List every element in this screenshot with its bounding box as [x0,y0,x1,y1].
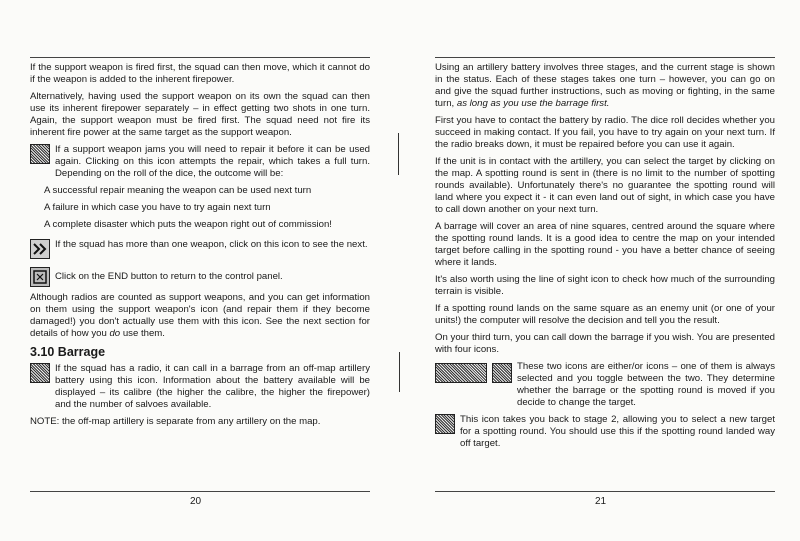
emphasis-text: as long as you use the barrage first. [456,98,610,109]
margin-mark [398,133,399,175]
paragraph [435,62,775,110]
end-description: Click on the END button to return to the control panel. [55,271,283,282]
repair-icon [30,144,50,164]
emphasis-text: do [109,328,121,339]
top-rule [30,57,370,58]
paragraph: If the unit is in contact with the artillery, you can select the target by clicking on the map. A spotting round is sent in (there is no limit to the number of spotting rounds available). Unfortunately there's no guarantee the spotting round will land where you expect it - it can even land out of sight, in which case you have to call down another on your next turn. [435,156,775,215]
bottom-rule [435,491,775,492]
outcome-item: A failure in which case you have to try again next turn [44,202,271,213]
either-or-description: These two icons are either/or icons – one of them is always selected and you toggle between the two. They determine whether the barrage or the spotting round is moved if you decide to change the target. [517,361,775,408]
repair-description: If a support weapon jams you will need to repair it before it can be used again. Clicking on this icon attempts the repair, which takes a full turn. Depending on the roll of the dice, the outcome will be: [55,144,370,179]
paragraph: Alternatively, having used the support weapon on its own the squad can then use its inherent firepower separately – in effect getting two shots in one turn. Again, the support weapon must be fired first. The squad need not fire its inherent fire power at the same target as the support weapon. [30,91,370,138]
note: NOTE: the off-map artillery is separate from any artillery on the map. [30,416,321,427]
stages-text: Using an artillery battery involves three stages, and the current stage is shown in the status. Each of these stages takes one turn – however, you can go on and give the squad further instructions, such as moving or fighting, in the same turn, [435,62,775,109]
barrage-section [30,363,370,411]
radio-text-tail: use them. [122,328,165,339]
next-weapon-description: If the squad has more than one weapon, click on this icon to see the next. [55,239,368,250]
paragraph: If the support weapon is fired first, the squad can then move, which it cannot do if the weapon is added to the inherent firepower. [30,62,370,85]
end-button-icon [30,267,50,287]
paragraph [30,292,370,340]
end-section [30,267,370,287]
outcome-item: A complete disaster which puts the weapon right out of commission! [44,219,332,230]
back-stage-section [435,414,775,450]
right-page [400,0,800,541]
barrage-icon [30,363,50,383]
bottom-rule [30,491,370,492]
next-arrows-icon [30,239,50,259]
outcome-item: A successful repair meaning the weapon can be used next turn [44,185,312,196]
next-weapon-section [30,239,370,259]
back-to-stage-icon [435,414,455,434]
radio-text: Although radios are counted as support weapons, and you can get information on them using the support weapon's icon (and repair them if they become damaged!) you don't actually use them with this icon. See the next section for details of how you [30,292,370,339]
paragraph: If a spotting round lands on the same square as an enemy unit (or one of your units!) the computer will resolve the decision and tell you the result. [435,303,775,326]
paragraph: On your third turn, you can call down the barrage if you wish. You are presented with four icons. [435,332,775,355]
section-heading: 3.10 Barrage [30,345,106,359]
left-text-column [30,62,370,433]
barrage-description: If the squad has a radio, it can call in a barrage from an off-map artillery battery using this icon. Information about the battery available will be displayed – its calibre (the higher the calibre, the higher the firepower) and the number of salvoes available. [55,363,370,410]
paragraph: First you have to contact the battery by radio. The dice roll decides whether you succeed in making contact. If you fail, you have to try again on your next turn. If the radio breaks down, it must be repaired before you can use it again. [435,115,775,150]
either-or-section [435,361,775,409]
repair-section [30,144,370,180]
right-text-column [435,62,775,455]
page-number: 21 [595,496,607,507]
paragraph: It's also worth using the line of sight icon to check how much of the surrounding terrain is visible. [435,274,775,297]
paragraph: A barrage will cover an area of nine squares, centred around the square where the spotting round lands. It is a good idea to centre the map on your intended target before calling in the spotting round - you have a better chance of seeing where it lands. [435,221,775,268]
top-rule [435,57,775,58]
barrage-move-icon [435,363,487,383]
spotting-move-icon [492,363,512,383]
page-number: 20 [190,496,202,507]
back-stage-description: This icon takes you back to stage 2, allowing you to select a new target for a spotting round. You should use this if the spotting round landed way off target. [460,414,775,449]
